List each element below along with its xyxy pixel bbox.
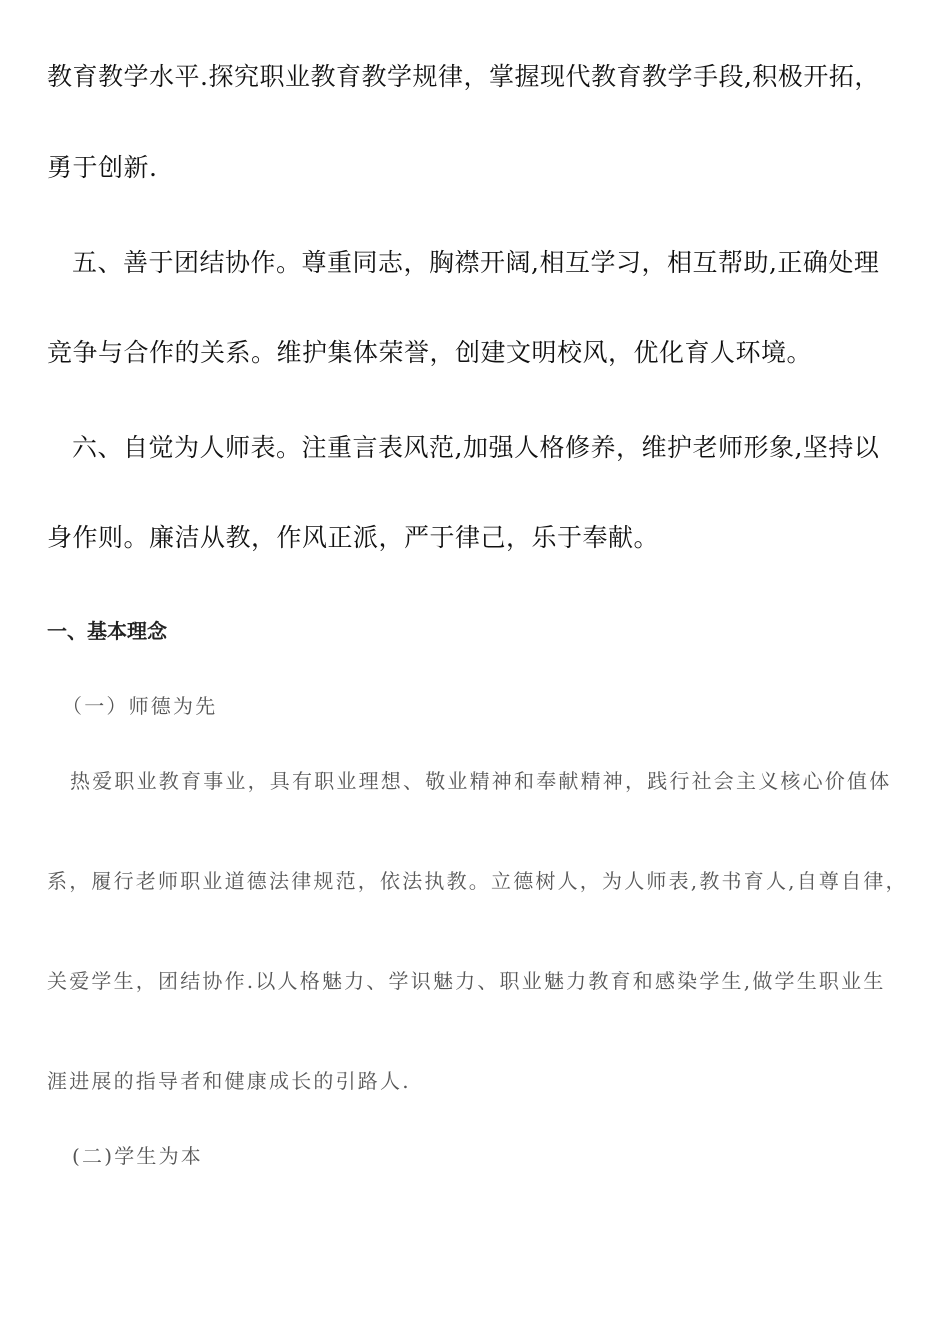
- paragraph-line: 身作则。廉洁从教，作风正派，严于律己，乐于奉献。: [47, 523, 660, 552]
- paragraph-line: 教育教学水平.探究职业教育教学规律，掌握现代教育教学手段,积极开拓，: [47, 62, 880, 91]
- paragraph-line: 关爱学生，团结协作.以人格魅力、学识魅力、职业魅力教育和感染学生,做学生职业生: [47, 969, 886, 993]
- paragraph-line: 六、自觉为人师表。注重言表风范,加强人格修养，维护老师形象,坚持以: [72, 433, 880, 462]
- subsection-title: （一）师德为先: [62, 694, 218, 718]
- paragraph-line: 竞争与合作的关系。维护集体荣誉，创建文明校风，优化育人环境。: [47, 338, 813, 367]
- paragraph-line: 勇于创新.: [47, 153, 158, 182]
- section-heading: 一、基本理念: [47, 619, 167, 643]
- subsection-title: (二)学生为本: [72, 1144, 204, 1168]
- paragraph-line: 热爱职业教育事业，具有职业理想、敬业精神和奉献精神，践行社会主义核心价值体: [70, 769, 892, 793]
- paragraph-line: 系，履行老师职业道德法律规范，依法执教。立德树人，为人师表,教书育人,自尊自律，: [47, 869, 908, 893]
- paragraph-line: 五、善于团结协作。尊重同志，胸襟开阔,相互学习，相互帮助,正确处理: [72, 248, 880, 277]
- paragraph-line: 涯进展的指导者和健康成长的引路人.: [47, 1069, 411, 1093]
